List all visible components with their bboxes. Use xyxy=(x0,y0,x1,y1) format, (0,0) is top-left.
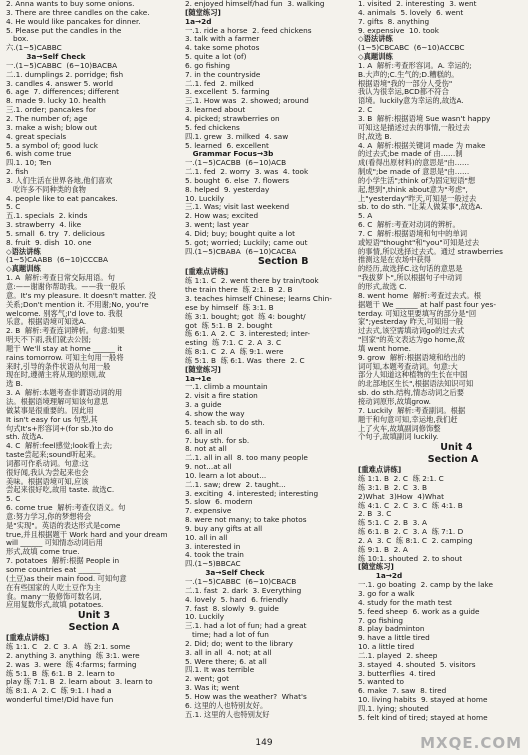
text-line: 5. a symbol of; good luck xyxy=(6,140,98,150)
text-line: 4. A 解析:根据关键词 made 为 make xyxy=(358,140,486,150)
text-line: 5. C xyxy=(6,202,21,212)
text-line: 4. took the train xyxy=(185,550,244,560)
text-line: 6. C 解析:考查对动词的辨析。 xyxy=(358,220,460,230)
text-line: sb. to do sth. "让某人做某事",故选A. xyxy=(358,202,483,212)
text-line: 食。many一般修饰可数名词, xyxy=(6,591,102,601)
text-line: Section A xyxy=(404,454,479,466)
text-line: [随堂练习] xyxy=(185,364,221,374)
text-line: "回家"的英文表达为go home,故 xyxy=(358,335,465,345)
text-line: 6. wish come true xyxy=(6,149,72,159)
text-line: 根据语境"我的一部分人受伤" xyxy=(358,78,453,88)
text-line: 5. small 6. try 7. delicious xyxy=(6,228,105,238)
text-line: 过去式,该空需填动词go的过去式 xyxy=(358,326,465,336)
text-line: 3. all in all 4. not; at all xyxy=(185,647,272,657)
text-line: 三.1. How was 2. showed; around xyxy=(185,96,309,106)
text-line: 意:——谢谢你帮助我。——我一般乐 xyxy=(6,282,126,291)
text-line: 的经历,故选择C.这句话的意思是 xyxy=(358,264,463,274)
text-line: 的事情,所以选择过去式。通过 strawberries xyxy=(358,246,503,256)
text-line: 二.1. all in all 8. too many people xyxy=(185,453,308,463)
text-line: 3. 人们生活在世界各地,他们喜欢 xyxy=(6,175,113,185)
text-line: 练 8:1. C 2. A 练 9:1. were xyxy=(185,347,284,357)
text-line: 是"实现"。英语的表达形式是come xyxy=(6,520,121,530)
text-line: 3. talk with a farmer xyxy=(185,34,260,44)
text-line: ◇语法讲练 xyxy=(6,246,41,256)
text-line: 词可知,本题考查动词。句意:大 xyxy=(358,361,458,371)
text-line: 一.1. ride a horse 2. feed chickens xyxy=(185,25,312,35)
text-line: esting 练 7:1. C 2. A 3. C xyxy=(185,338,282,348)
text-line: 4. take some photos xyxy=(185,43,260,53)
text-line: 7. buy sth. for sb. xyxy=(185,435,250,445)
text-line: 10. Luckily xyxy=(185,193,225,203)
text-line: 8. play badminton xyxy=(358,624,425,634)
text-line: 的形式,故选 C. xyxy=(358,282,407,291)
text-line: 3. a guide xyxy=(185,400,222,410)
text-line: 5. C xyxy=(6,494,21,504)
text-line: (1~5)CBCABC (6~10)ACCBC xyxy=(358,43,465,53)
text-line: 二.1. fed 2. milked xyxy=(185,78,254,88)
text-line: 3. There are three candles on the cake. xyxy=(6,7,150,17)
text-line: 9. have a little tired xyxy=(358,633,430,643)
text-line: 5. How was the weather? What's xyxy=(185,691,307,701)
text-line: 4. great specials xyxy=(6,131,67,141)
text-line: 4. study for the math test xyxy=(358,597,452,607)
text-line: 练 1:1. C 2. C 3. A 练 2:1. some xyxy=(6,642,131,652)
text-line: 6. all in all xyxy=(185,426,223,436)
text-line: 的小学生活";think of为固定短语"想 xyxy=(358,175,476,185)
text-line: [重难点讲练] xyxy=(358,465,402,475)
text-line: 7. expensive xyxy=(185,506,232,516)
text-line: 5. bought 6. else 7. flowers xyxy=(185,175,290,185)
text-line: 二.1. fed 2. worry 3. was 4. took xyxy=(185,167,309,177)
text-line: 上了火车,故填副词修饰整 xyxy=(358,423,441,433)
text-line: 练 3:1. bought; got 练 4: bought/ xyxy=(185,311,306,321)
text-line: 5. slow 6. modern xyxy=(185,497,253,507)
text-line: 三.1. order; pancakes for xyxy=(6,105,96,115)
text-line: 3. A 解析:本题考查非谓语动词的用 xyxy=(6,388,123,398)
text-line: 2. C xyxy=(358,105,373,115)
text-line: 4. Did; buy; bought quite a lot xyxy=(185,228,295,238)
text-line: 7. Luckily 解析:考查副词。根据 xyxy=(358,405,466,415)
text-line: 5. feed sheep 6. work as a guide xyxy=(358,606,480,616)
text-line: [随堂练习] xyxy=(185,7,221,17)
text-line: 1. visited 2. interesting 3. went xyxy=(358,0,477,8)
text-line: Unit 3 xyxy=(77,610,111,622)
text-line: 9. not...at all xyxy=(185,462,232,472)
text-line: 4. animals 5. lovely 6. went xyxy=(358,7,464,17)
text-line: 1a→2d xyxy=(185,16,212,26)
text-line: 制成";be made of 意思是"由…… xyxy=(358,167,470,177)
text-line: 4. show the way xyxy=(185,408,245,418)
text-line: 题干和句意可知,幸运地,我们赶 xyxy=(358,414,458,424)
text-line: 二.1. played 2. sheep xyxy=(358,650,438,660)
text-line: 6. 这里的人也特别友好。 xyxy=(185,700,268,710)
text-line: 成(看得出原材料)的意思是"由…… xyxy=(358,158,470,168)
text-line: 练 6:1. A 2. C 3. interested; inter- xyxy=(185,329,310,339)
text-line: 5. felt kind of tired; stayed at home xyxy=(358,712,488,722)
text-line: 5. fed chickens xyxy=(185,122,240,132)
text-line: [重难点讲练] xyxy=(185,267,229,277)
text-line: 5. A xyxy=(358,211,373,221)
text-line: 2. visit a fire station xyxy=(185,391,258,401)
text-line: 5. teach sb. to do sth. xyxy=(185,417,265,427)
text-line: 意:努力学习,你的梦想将会 xyxy=(6,511,92,521)
text-line: 我认为很幸运,BCD都不符合 xyxy=(358,87,449,97)
text-line: 二.1. fast 2. dark 3. Everything xyxy=(185,585,302,595)
text-line: 5. Were there; 6. at all xyxy=(185,656,267,666)
text-line: 明天不下雨,我们就去公园; xyxy=(6,335,92,345)
column-left xyxy=(6,0,182,705)
text-line: 个句子,故填副词 luckily. xyxy=(358,432,439,442)
text-line: 7. fast 8. slowly 9. guide xyxy=(185,603,279,613)
text-line: 2. A 3. C 练 8:1. C 2. camping xyxy=(358,535,473,545)
text-line: 可知这是描述过去的事情,一般过去 xyxy=(358,122,470,132)
text-line: [随堂练习] xyxy=(358,562,394,572)
text-line: 练 5:1. C 2. B 3. A xyxy=(358,518,427,528)
text-line: 3a→Self Check xyxy=(6,52,86,62)
text-line: 3. strawberry 4. like xyxy=(6,220,82,230)
text-line: 练 5:1. B 练 6:1. B 2. learn to xyxy=(6,668,115,678)
text-line: 6. come true 解析:考查仅语义。句 xyxy=(6,503,126,513)
text-line: 四.1. 10; Ten xyxy=(6,158,52,168)
text-line: 句式It's+形容词+(for sb.)to do xyxy=(6,423,114,433)
text-line: some countries eat ______ xyxy=(6,565,101,574)
text-line: 4. picked; strawberries on xyxy=(185,113,280,123)
text-line: 美味。根据语境可知,应该 xyxy=(6,476,89,486)
text-line: ◇真题训练 xyxy=(6,264,41,274)
text-line: 9. grow 解析:根据语境和给出的 xyxy=(358,352,466,362)
text-line: 现在时,遵循主将从现的原则,故 xyxy=(6,370,106,380)
text-line: rains tomorrow. 可知主句用一般将 xyxy=(6,352,124,362)
text-line: 3. Was it; went xyxy=(185,683,240,693)
text-line: 8. not at all xyxy=(185,444,227,454)
text-line: 练 6:1. B 2. C 3. A 练 7:1. D xyxy=(358,527,464,537)
text-line: 1a→2d xyxy=(358,571,403,581)
text-line: 或短语"thought"和"you"可知是过去 xyxy=(358,237,480,247)
text-line: time; had a lot of fun xyxy=(185,630,269,640)
text-line: taste尝起来;sound听起来。 xyxy=(6,450,101,460)
text-line: 2)What 3)How 4)What xyxy=(358,491,445,501)
text-line: 2. The number of; age xyxy=(6,113,88,123)
text-line: 6. age 7. differences; different xyxy=(6,87,119,97)
text-line: 3. candles 4. answer 5. world xyxy=(6,78,113,88)
text-line: 3. make a wish; blow out xyxy=(6,122,97,132)
text-line: 5. quite a lot (of) xyxy=(185,52,247,62)
text-line: 意。It's my pleasure. It doesn't matter. 没 xyxy=(6,290,157,300)
text-line: 4. He would like pancakes for dinner. xyxy=(6,16,141,26)
text-line: 8. fruit 9. dish 10. one xyxy=(6,237,92,247)
text-line: Unit 4 xyxy=(410,442,473,454)
text-line: wonderful time!/Did have fun xyxy=(6,695,114,705)
text-line: 二.1. dumplings 2. porridge; fish xyxy=(6,69,124,79)
text-line: ◇真题训练 xyxy=(358,52,393,62)
text-line: 2. was 3. were 练 4:farms; farming xyxy=(6,659,137,669)
text-line: 6. make 7. saw 8. tired xyxy=(358,686,447,696)
text-line: 10. Luckily xyxy=(185,612,225,622)
text-line: 7. go fishing xyxy=(358,615,404,625)
text-line: sth. 故选A. xyxy=(6,432,44,442)
text-line: 法。根据语境理解可知该句意思 xyxy=(6,396,109,406)
text-line: 3. interested in xyxy=(185,541,241,551)
text-line: 3. go for a walk xyxy=(358,589,415,598)
text-line: 家";yesterday 昨天,可知用一般 xyxy=(358,317,464,327)
text-line: will ______ 可知情态动词后用 xyxy=(6,538,103,548)
text-line: 2. enjoyed himself/had fun 3. walking xyxy=(185,0,325,8)
text-line: 应用复数形式,故填 potatoes. xyxy=(6,600,104,610)
text-line: 吃许多不同种类的食物 xyxy=(6,184,86,194)
text-line: 5. got; worried; Luckily; came out xyxy=(185,237,308,247)
text-line: [重难点讲练] xyxy=(6,633,50,643)
text-line: 3. B 解析:根据语境 Sue wasn't happy xyxy=(358,113,491,123)
text-line: 2. went; got xyxy=(185,674,229,684)
text-line: 6. go fishing xyxy=(185,60,231,70)
text-line: 1a→1e xyxy=(185,373,212,383)
text-line: 8. were not many; to take photos xyxy=(185,515,307,525)
text-line: 10. all in all xyxy=(185,532,228,542)
text-line: 词都可作系动词。句意:这 xyxy=(6,458,89,468)
text-line: 四.(1~5)BBCAC xyxy=(185,559,241,569)
text-line: 五.1. specials 2. kinds xyxy=(6,211,88,221)
text-line: 三.1. Was; visit last weekend xyxy=(185,202,290,212)
text-line: true,并且根据题干 Work hard and your dream xyxy=(6,529,168,539)
text-line: 四.1. It was terrible xyxy=(185,665,255,675)
text-line: 练 1:1. C 2. went there by train/took xyxy=(185,276,319,286)
text-line: 10. a little tired xyxy=(358,642,415,652)
text-line: 四.1. grew 3. milked 4. saw xyxy=(185,131,289,141)
text-line: 乐意。根据语境可知选A. xyxy=(6,317,87,327)
text-line: 形式,故填 come true. xyxy=(6,547,80,557)
text-line: It isn't easy for us 句型,其 xyxy=(6,414,98,424)
text-line: 5. wanted to xyxy=(358,677,404,687)
text-line: 三.1. had a lot of fun; had a great xyxy=(185,621,307,631)
text-line: 3. learned about xyxy=(185,105,246,115)
text-line: 一.(1~5)CACBB (6~10)ACB xyxy=(185,158,287,168)
text-line: the train there 练 2:1. B 2. B xyxy=(185,285,293,295)
text-line: sb. do sth.结构,情态动词之后要 xyxy=(358,388,465,398)
text-line: 8. made 9. lucky 10. health xyxy=(6,96,106,106)
text-line: 3. exciting 4. interested; interesting xyxy=(185,488,319,498)
text-line: 时,故选 B. xyxy=(358,131,392,141)
page-number: 149 xyxy=(255,738,273,748)
text-line: 一.1. go boating 2. camp by the lake xyxy=(358,580,494,590)
text-line: 据题干 We ______ at half past four yes- xyxy=(358,299,496,309)
text-line: 关系;Don't mention it. 不用谢;No, you're xyxy=(6,299,149,309)
text-line: 一.(1~5)CABBC (6~10)CBACB xyxy=(185,577,297,586)
text-line: 很好闻,我认为尝起来也会 xyxy=(6,467,89,477)
text-line: 尝起来很好吃,故用 taste. 故选C. xyxy=(6,485,115,495)
text-line: 3. excellent 5. farming xyxy=(185,87,270,97)
text-line: 练 4:1. C 2. C 3. C 练 4:1. B xyxy=(358,500,463,510)
text-line: 上"yesterday"昨天,可知是一般过去 xyxy=(358,193,477,203)
text-line: 练 3:1. B 2. C 3. B xyxy=(358,482,427,492)
text-line: 4. people like to eat pancakes. xyxy=(6,193,118,203)
watermark-logo: MXQE.COM xyxy=(420,734,522,752)
text-line: play 练 7:1. B 2. learn about 3. learn to xyxy=(6,677,153,687)
text-line: 8. helped 9. yesterday xyxy=(185,184,270,194)
text-line: 1. A 解析:考查日常交际用语。句 xyxy=(6,273,115,283)
text-line: 四.(1~5)CBABA (6~10)CACBA xyxy=(185,246,297,256)
text-line: 9. expensive 10. took xyxy=(358,25,439,35)
text-line: Grammar Focus→3b xyxy=(185,149,274,159)
text-line: 3. butterflies 4. tired xyxy=(358,668,436,678)
text-line: 4. lovely 5. hard 6. friendly xyxy=(185,594,289,604)
text-line: 起,想到",think about意为"考虑", xyxy=(358,184,468,194)
text-line: 二.1. saw; drew 2. taught... xyxy=(185,479,286,489)
text-line: 10. living habits 9. stayed at home xyxy=(358,695,488,705)
text-line: 一.1. climb a mountain xyxy=(185,382,268,392)
text-line: 9. buy any gifts at all xyxy=(185,523,263,533)
text-line: 题干 We'll stay at home ______ it xyxy=(6,343,123,353)
text-line: B.大声的;C.生气的;D.糟糕的。 xyxy=(358,69,459,79)
text-line: 2. Anna wants to buy some onions. xyxy=(6,0,135,8)
text-line: 来时,引导的条件状语从句用一般 xyxy=(6,361,111,371)
text-line: 2. Did; do; went to the library xyxy=(185,638,293,648)
text-line: 的北部地区生长",根据语法知识可知 xyxy=(358,379,474,389)
text-line: 10. learn a lot about... xyxy=(185,470,267,480)
text-line: 四.1. lying; shouted xyxy=(358,703,429,713)
text-line: 3. stayed 4. shouted 5. visitors xyxy=(358,659,476,669)
text-line: 7. in the countryside xyxy=(185,69,261,79)
text-line: 7. gifts 8. anything xyxy=(358,16,430,26)
text-line: 2. B 解析:考查连词辨析。句意:如果 xyxy=(6,326,125,336)
text-line: 练 8:1. A 2. C 练 9:1. I had a xyxy=(6,686,112,696)
text-line: 2. anything 3. anything 练 3:1. were xyxy=(6,650,140,660)
text-line: 部分人知道这种植物的生长在中国 xyxy=(358,370,468,380)
text-line: 做某事是很重要的。因此用 xyxy=(6,405,94,415)
text-line: 1. A 解析:考查形容词。A. 幸运的; xyxy=(358,60,472,70)
text-line: 2. How was; excited xyxy=(185,211,259,221)
text-line: got 练 5:1. B 2. bought xyxy=(185,320,273,330)
text-line: terday. 可知这里要填写的部分是"回 xyxy=(358,308,477,318)
text-line: 填 went home. xyxy=(358,343,411,353)
text-line: 的过去式;be made of 由……制 xyxy=(358,149,463,159)
text-line: (土豆)as their main food. 可知句意 xyxy=(6,573,127,583)
column-middle xyxy=(185,0,355,720)
text-line: 练 1:1. B 2. C 练 2:1. C xyxy=(358,474,444,484)
text-line: 接动词原形,故填grow. xyxy=(358,396,431,406)
text-line: 练 9:1. B 2. A xyxy=(358,544,408,554)
text-line: 7. C 解析:根据语境和句中的单词 xyxy=(358,228,468,238)
text-line: 2. B 3. C xyxy=(358,509,392,519)
text-line: (1~5)CAABB (6~10)CCCBA xyxy=(6,255,109,265)
text-line: 一.(1~5)CABBC (6~10)BACBA xyxy=(6,60,118,70)
text-line: Section A xyxy=(68,622,120,634)
text-line: 4. C 解析:feel感觉;look看上去; xyxy=(6,441,113,451)
text-line: 7. potatoes 解析:根据 People in xyxy=(6,556,120,566)
text-line: box. xyxy=(6,34,29,44)
text-line: 六.(1~5)CABBC xyxy=(6,43,62,53)
text-line: 2. fish xyxy=(6,167,29,177)
text-line: 练 5:1. B 练 6:1. Was there 2. C xyxy=(185,355,305,365)
text-line: ◇语法讲练 xyxy=(358,34,393,44)
text-line: 8. went home 解析:考查过去式。根 xyxy=(358,290,481,300)
text-line: 在有些国家的人吃土豆作为主 xyxy=(6,582,101,592)
text-line: 3a→Self Check xyxy=(185,568,265,578)
column-right xyxy=(358,0,525,723)
text-line: 3. went; last year xyxy=(185,220,249,230)
text-line: ese by himself 练 3:1. B xyxy=(185,302,274,312)
text-line: Section B xyxy=(231,256,309,268)
text-line: 5. learned 6. excellent xyxy=(185,140,269,150)
text-line: 练 10:1. shouted 2. to shout xyxy=(358,553,463,563)
text-line: welcome. 别客气;I'd love to. 我很 xyxy=(6,308,123,318)
text-line: 五.1. 这里的人也特别友好 xyxy=(185,709,270,719)
text-line: 语境。luckily意为幸运的,故选A. xyxy=(358,96,464,106)
text-line: 3. teaches himself Chinese; learns Chin- xyxy=(185,294,332,303)
text-line: 推测这是在农场中获得 xyxy=(358,255,431,265)
text-line: 5. Please put the candles in the xyxy=(6,25,122,35)
text-line: "我拔萝卜",所以根据句子中动词 xyxy=(358,273,462,283)
text-line: 选 B. xyxy=(6,379,23,389)
